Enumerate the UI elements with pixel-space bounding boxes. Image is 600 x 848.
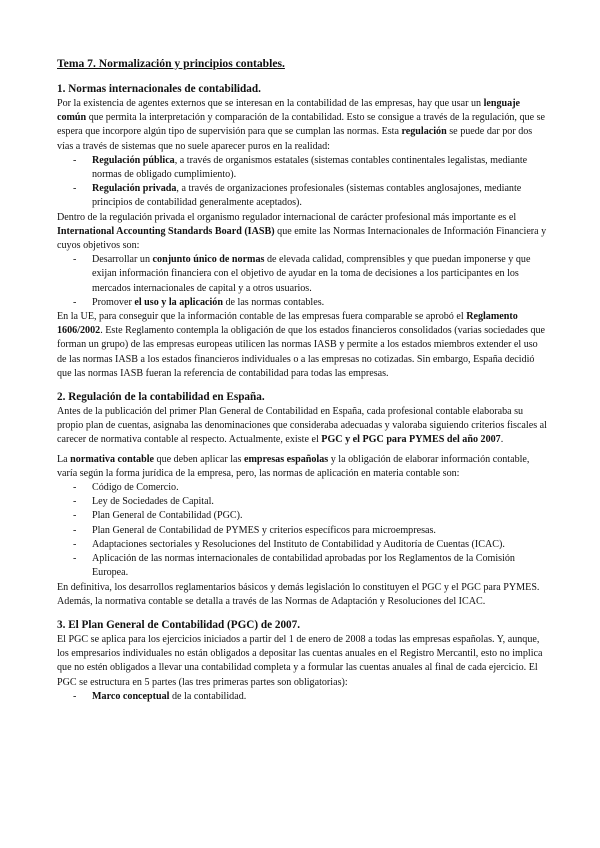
bullet-list [57,253,547,310]
paragraph: Por la existencia de agentes externos que se interesan en la contabilidad de las empresas, hay que usar un lenguaje común que permita la interpretación y comparación de la contabilidad. Esto se consigue a través de la regulación, que se espera que incorpore algún tipo de supervisión para que se cumplan las normas. Esta regulación se puede dar por dos vías a través de sistemas que no suele aparecer puros en la realidad: [57,98,545,152]
bullet-list [57,481,547,580]
list-item: - Código de Comercio. [57,481,547,495]
list-item: - Regulación privada, a través de organizaciones profesionales (sistemas contables anglosajones, mediante principios de contabilidad generalmente aceptados). [57,182,547,210]
list-item: - Plan General de Contabilidad de PYMES y criterios específicos para microempresas. [57,524,547,538]
list-item: - Aplicación de las normas internacionales de contabilidad aprobadas por los Reglamentos de la Comisión Europea. [57,552,547,580]
list-item: - Regulación pública, a través de organismos estatales (sistemas contables continentales legalistas, mediante normas de obligado cumplimiento). [57,154,547,182]
list-item: - Plan General de Contabilidad (PGC). [57,509,547,523]
paragraph: En definitiva, los desarrollos reglamentarios básicos y demás legislación lo constituyen el PGC y el PGC para PYMES. Además, la normativa contable se detalla a través de las Normas de Adaptación y Resoluciones del ICAC. [57,581,540,607]
paragraph: En la UE, para conseguir que la información contable de las empresas fuera comparable se aprobó el Reglamento 1606/2002. Este Reglamento contempla la obligación de que los estados financieros consolidados (varias sociedades que forman un grupo) de las empresas europeas utilicen las normas IASB y permite a los estados miembros extender el uso de las normas IASB a los estados financieros individuales o a las empresas no cotizadas. Sin embargo, España decidió que las normas IASB fueran la referencia de contabilidad para todas las empresas. [57,311,546,379]
list-item: - Ley de Sociedades de Capital. [57,495,547,509]
section-heading-3: 3. El Plan General de Contabilidad (PGC) de 2007. [57,618,301,631]
paragraph: El PGC se aplica para los ejercicios iniciados a partir del 1 de enero de 2008 a todas las empresas españolas. Y, aunque, los empresarios individuales no están obligados a depositar las cuentas anuales en el Registro Mercantil, esto no implica que no estén obligados a llevar una contabilidad completa y a formular las cuentas anuales al final de cada ejercicio. El PGC se estructura en 5 partes (las tres primeras partes son obligatorias): [57,633,543,688]
section-heading-2: 2. Regulación de la contabilidad en España. [57,391,265,404]
list-item: - Adaptaciones sectoriales y Resoluciones del Instituto de Contabilidad y Auditoría de Cuentas (ICAC). [57,538,547,552]
bullet-list [57,690,547,704]
bullet-list [57,154,547,211]
list-item: - Promover el uso y la aplicación de las normas contables. [57,296,547,310]
page-title: Tema 7. Normalización y principios contables. [57,57,285,70]
paragraph: Dentro de la regulación privada el organismo regulador internacional de carácter profesional más importante es el International Accounting Standards Board (IASB) que emite las Normas Internacionales de Información Financiera y cuyos objetivos son: [57,211,547,252]
list-item: - Desarrollar un conjunto único de normas de elevada calidad, comprensibles y que puedan imponerse y que exijan información financiera con el objetivo de ayudar en la toma de decisiones a los participantes en los mercados internacionales de capital y a otros usuarios. [57,253,547,296]
document-page [57,57,547,704]
list-item: - Marco conceptual de la contabilidad. [57,690,547,704]
paragraph: La normativa contable que deben aplicar las empresas españolas y la obligación de elaborar información contable, varía según la forma jurídica de la empresa, pero, las normas de aplicación en materia contable son: [57,453,530,479]
section-heading-1: 1. Normas internacionales de contabilidad. [57,83,261,95]
paragraph: Antes de la publicación del primer Plan General de Contabilidad en España, cada profesional contable elaboraba su propio plan de cuentas, asignaba las denominaciones que consideraba adecuadas y valoraba siguiendo criterios fiscales al carecer de normativa contable al respecto. Actualmente, existe el PGC y el PGC para PYMES del año 2007. [57,406,547,446]
